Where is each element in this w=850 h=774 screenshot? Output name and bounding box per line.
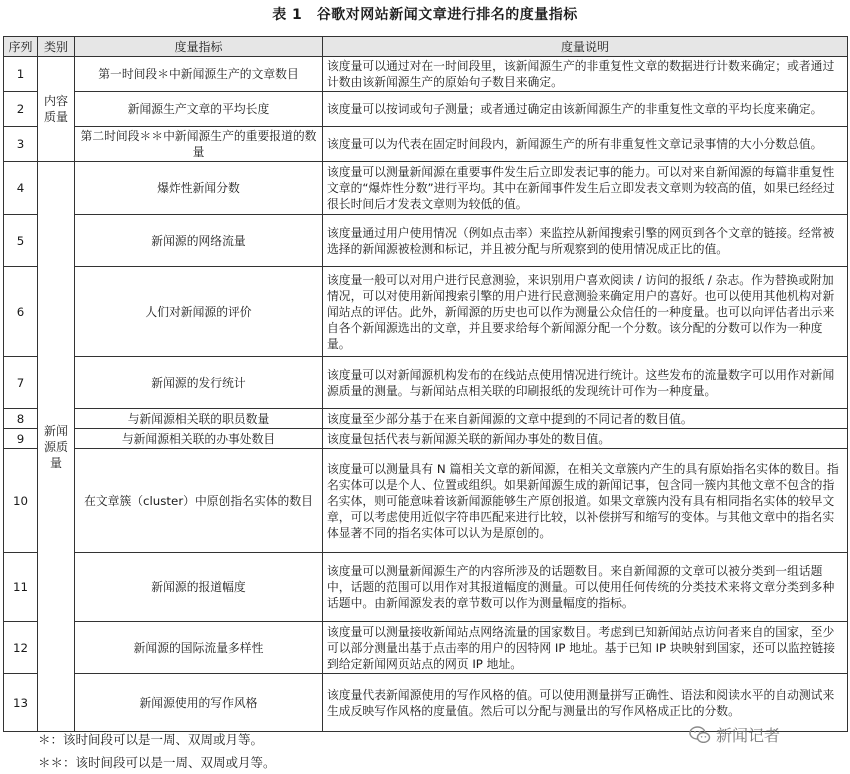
row-num: 7 [4,357,38,409]
row-metric: 新闻源生产文章的平均长度 [75,92,323,127]
row-num: 12 [4,622,38,674]
row-metric: 第一时间段＊中新闻源生产的文章数目 [75,57,323,92]
header-category: 类别 [38,37,75,57]
row-desc: 该度量通过用户使用情况（例如点击率）来监控从新闻搜索引擎的网页到各个文章的链接。经常被选择的新闻源被检测和标记，并且被分配与所观察到的使用情况成正比的值。 [323,215,848,267]
row-metric: 新闻源的国际流量多样性 [75,622,323,674]
table-row [4,622,848,674]
row-metric: 第二时间段＊＊中新闻源生产的重要报道的数量 [75,127,323,162]
metrics-table [3,36,848,732]
table-row [4,409,848,429]
row-num: 8 [4,409,38,429]
category-source: 新闻源质量 [38,162,75,732]
row-desc: 该度量一般可以对用户进行民意测验，来识别用户喜欢阅读 / 访问的报纸 / 杂志。作为替换或附加情况，可以对使用新闻搜索引擎的用户进行民意测验来确定用户的喜好。也可以使用其他机构对新闻站点的评估。此外，新闻源的历史也可以作为测量公众信任的一种度量。也可以向评估者出示来自各个新闻源选出的文章，并且要求给每个新闻源分配一个分数。该分配的分数可以作为一种度量。 [323,267,848,357]
row-num: 2 [4,92,38,127]
row-metric: 新闻源的发行统计 [75,357,323,409]
row-desc: 该度量可以通过对在一时间段里，该新闻源生产的非重复性文章的数据进行计数来确定；或者通过计数由该新闻源生产的原始句子数目来确定。 [323,57,848,92]
row-metric: 新闻源使用的写作风格 [75,674,323,732]
row-num: 1 [4,57,38,92]
row-num: 5 [4,215,38,267]
header-seq: 序列 [4,37,38,57]
header-metric: 度量指标 [75,37,323,57]
table-header-row [4,37,848,57]
row-metric: 人们对新闻源的评价 [75,267,323,357]
row-desc: 该度量可以测量新闻源生产的内容所涉及的话题数目。来自新闻源的文章可以被分类到一组话题中，话题的范围可以用作对其报道幅度的测量。可以使用任何传统的分类技术来将文章分类到多种话题中。由新闻源发表的章节数可以作为测量幅度的指标。 [323,553,848,622]
row-desc: 该度量可以按词或句子测量；或者通过确定由该新闻源生产的非重复性文章的平均长度来确定。 [323,92,848,127]
wechat-icon [689,725,711,745]
row-num: 10 [4,449,38,553]
table-row [4,127,848,162]
row-desc: 该度量可以测量接收新闻站点网络流量的国家数目。考虑到已知新闻站点访问者来自的国家，至少可以部分测量出基于点击率的用户的因特网 IP 地址。基于已知 IP 块映射到国家，还可以监控链接到给定新闻网页站点的网页 IP 地址。 [323,622,848,674]
table-title: 表 1 谷歌对网站新闻文章进行排名的度量指标 [272,7,578,23]
row-num: 3 [4,127,38,162]
footnote-2: ＊＊：该时间段可以是一周、双周或月等。 [38,755,276,770]
table-row [4,449,848,553]
row-metric: 新闻源的网络流量 [75,215,323,267]
footnote-1: ＊：该时间段可以是一周、双周或月等。 [38,732,264,747]
table-row [4,215,848,267]
row-desc: 该度量代表新闻源使用的写作风格的值。可以使用测量拼写正确性、语法和阅读水平的自动测试来生成反映写作风格的度量值。然后可以分配与测量出的写作风格成正比的分数。 [323,674,848,732]
row-num: 11 [4,553,38,622]
table-row [4,162,848,215]
category-content: 内容质量 [38,57,75,162]
table-row [4,57,848,92]
row-desc: 该度量可以为代表在固定时间段内，新闻源生产的所有非重复性文章记录事情的大小分数总值。 [323,127,848,162]
table-row [4,553,848,622]
row-desc: 该度量可以对新闻源机构发布的在线站点使用情况进行统计。这些发布的流量数字可以用作对新闻源质量的测量。与新闻站点相关联的印刷报纸的发现统计可作为一种度量。 [323,357,848,409]
row-num: 9 [4,429,38,449]
table-row [4,357,848,409]
row-desc: 该度量可以测量新闻源在重要事件发生后立即发表记事的能力。可以对来自新闻源的每篇非重复性文章的“爆炸性分数”进行平均。其中在新闻事件发生后立即发表文章则为较高的值，如果已经经过很长时间后才发表文章则为较低的值。 [323,162,848,215]
watermark [689,723,780,746]
row-desc: 该度量包括代表与新闻源关联的新闻办事处的数目值。 [323,429,848,449]
row-desc: 该度量可以测量具有 N 篇相关文章的新闻源，在相关文章簇内产生的具有原始指名实体的数目。指名实体可以是个人、位置或组织。如果新闻源生成的新闻记事，包含同一簇内其他文章不包含的指名实体，则可能意味着该新闻源能够生产原创报道。如果文章簇内没有具有相同指名实体的较早文章，可以考虑使用近似字符串匹配来进行比较，以补偿拼写和缩写的变体。与其他文章中的指名实体显著不同的指名实体可以认为是原创的。 [323,449,848,553]
row-metric: 爆炸性新闻分数 [75,162,323,215]
row-desc: 该度量至少部分基于在来自新闻源的文章中提到的不同记者的数目值。 [323,409,848,429]
table-row [4,92,848,127]
table-row [4,267,848,357]
row-metric: 在文章簇（cluster）中原创指名实体的数目 [75,449,323,553]
table-row [4,429,848,449]
row-metric: 与新闻源相关联的职员数量 [75,409,323,429]
header-desc: 度量说明 [323,37,848,57]
row-num: 6 [4,267,38,357]
row-num: 13 [4,674,38,732]
row-num: 4 [4,162,38,215]
watermark-text: 新闻记者 [716,726,781,745]
row-metric: 新闻源的报道幅度 [75,553,323,622]
row-metric: 与新闻源相关联的办事处数目 [75,429,323,449]
